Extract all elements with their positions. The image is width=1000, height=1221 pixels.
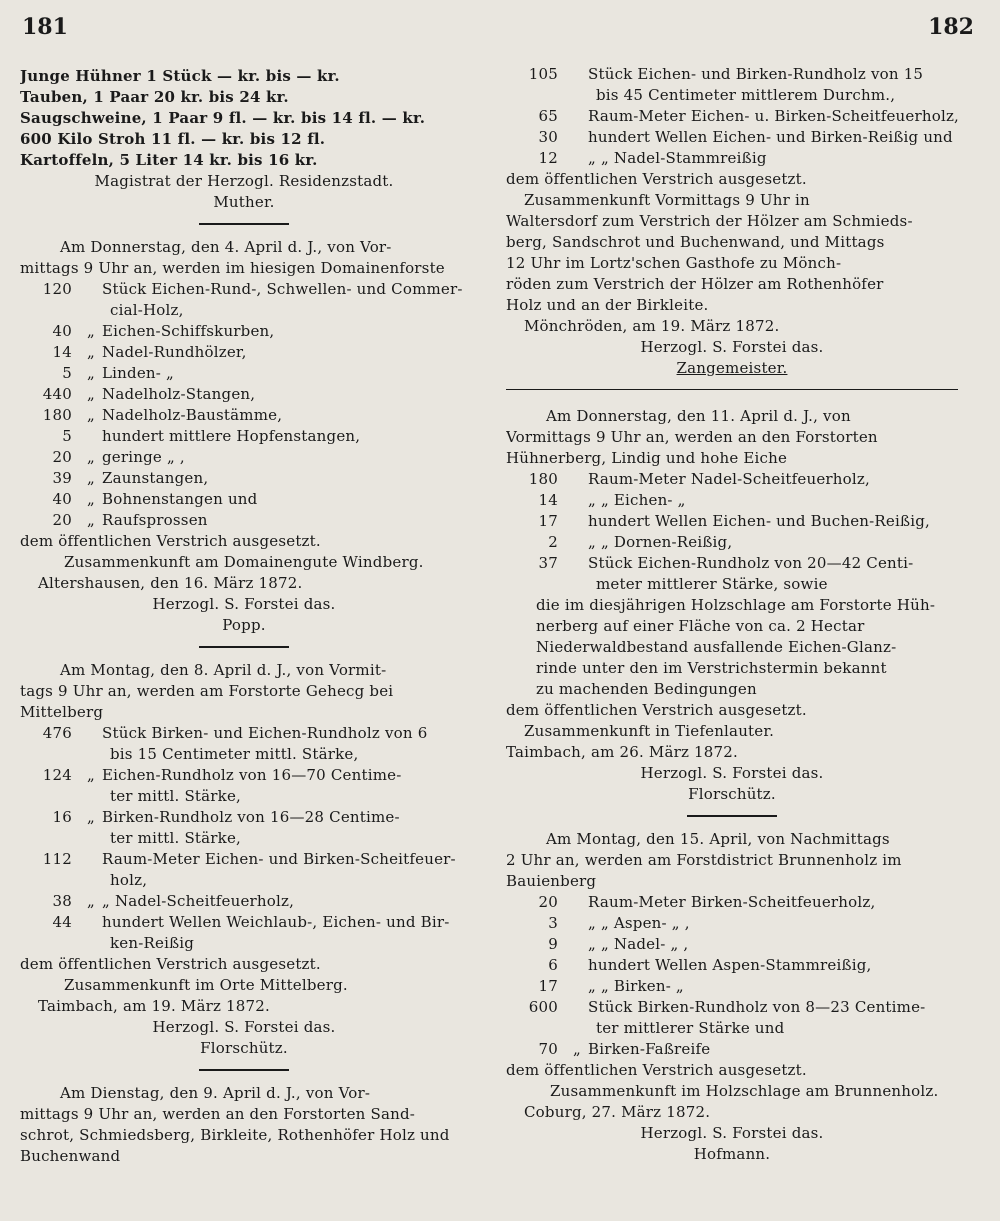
item-text: ken-Reißig	[110, 934, 195, 952]
meeting-line: Zusammenkunft am Domainengute Windberg.	[64, 553, 424, 571]
announcement-5	[506, 829, 958, 1165]
item-quantity: 30	[538, 128, 558, 146]
ditto-mark: „	[87, 892, 95, 910]
item-continuation	[20, 744, 468, 765]
item-text: Nadelholz-Baustämme,	[102, 406, 283, 424]
item-quantity: 17	[538, 512, 558, 530]
item-text: Eichen-Schiffskurben,	[102, 322, 275, 340]
item-quantity	[506, 574, 566, 595]
market-prices	[20, 66, 468, 213]
item-text: Raufsprossen	[102, 511, 208, 529]
item-row	[506, 511, 958, 532]
item-text: „ „ Aspen- „ ,	[588, 914, 690, 932]
item-quantity: 9	[548, 935, 558, 953]
item-quantity	[20, 870, 80, 891]
item-quantity: 44	[52, 913, 72, 931]
market-line: Tauben, 1 Paar 20 kr. bis 24 kr.	[20, 88, 289, 106]
item-row	[20, 342, 468, 363]
item-text: hundert Wellen Eichen- und Buchen-Reißig,	[588, 512, 930, 530]
ditto-mark	[566, 511, 588, 532]
place-date: Mönchröden, am 19. März 1872.	[524, 317, 780, 335]
page-number-right: 182	[928, 14, 974, 40]
item-quantity: 40	[52, 322, 72, 340]
ditto-mark	[566, 574, 588, 595]
item-text: Birken-Faßreife	[588, 1040, 711, 1058]
item-row	[20, 426, 468, 447]
item-quantity: 37	[538, 554, 558, 572]
ditto-mark	[80, 933, 102, 954]
item-text: Nadel-Rundhölzer,	[102, 343, 247, 361]
item-quantity	[20, 933, 80, 954]
extra-line: zu machenden Bedingungen	[536, 680, 757, 698]
item-quantity	[20, 744, 80, 765]
item-continuation	[506, 574, 958, 595]
item-row	[506, 106, 958, 127]
ditto-mark	[566, 976, 588, 997]
item-row	[20, 510, 468, 531]
item-row	[506, 532, 958, 553]
item-text: Zaunstangen,	[102, 469, 209, 487]
ditto-mark	[566, 85, 588, 106]
item-row	[506, 127, 958, 148]
item-text: meter mittlerer Stärke, sowie	[596, 575, 828, 593]
section-divider	[199, 1069, 289, 1071]
item-row	[506, 934, 958, 955]
right-column	[506, 64, 958, 1165]
item-row	[20, 279, 468, 300]
item-text: Raum-Meter Eichen- und Birken-Scheitfeuer-	[102, 850, 456, 868]
office-signature: Herzogl. S. Forstei das.	[640, 338, 824, 356]
item-text: geringe „ ,	[102, 448, 185, 466]
item-quantity: 476	[42, 724, 72, 742]
item-quantity: 440	[42, 385, 72, 403]
ditto-mark: „	[87, 766, 95, 784]
outro-line: dem öffentlichen Verstrich ausgesetzt.	[506, 1061, 807, 1079]
item-text: Raum-Meter Nadel-Scheitfeuerholz,	[588, 470, 870, 488]
item-quantity: 3	[548, 914, 558, 932]
item-text: Birken-Rundholz von 16—28 Centime-	[102, 808, 400, 826]
section-divider	[199, 646, 289, 648]
item-continuation	[20, 300, 468, 321]
meeting-line: Zusammenkunft Vormittags 9 Uhr in	[524, 191, 810, 209]
item-text: hundert Wellen Eichen- und Birken-Reißig und	[588, 128, 953, 146]
ditto-mark	[566, 490, 588, 511]
intro-line: Am Dienstag, den 9. April d. J., von Vor-	[60, 1084, 371, 1102]
item-text: „ Nadel-Scheitfeuerholz,	[102, 892, 295, 910]
item-quantity	[20, 828, 80, 849]
ditto-mark: „	[573, 1040, 581, 1058]
outro-line: dem öffentlichen Verstrich ausgesetzt.	[20, 955, 321, 973]
meeting-line: Zusammenkunft in Tiefenlauter.	[524, 722, 775, 740]
item-quantity: 120	[42, 280, 72, 298]
office-signature: Herzogl. S. Forstei das.	[640, 1124, 824, 1142]
intro-line: Mittelberg	[20, 703, 104, 721]
official-name: Florschütz.	[688, 785, 776, 803]
item-text: Raum-Meter Eichen- u. Birken-Scheitfeuerholz,	[588, 107, 960, 125]
item-text: Stück Birken-Rundholz von 8—23 Centime-	[588, 998, 926, 1016]
meeting-line: Zusammenkunft im Orte Mittelberg.	[64, 976, 348, 994]
item-quantity: 112	[42, 850, 72, 868]
item-quantity: 65	[538, 107, 558, 125]
item-continuation	[20, 933, 468, 954]
place-date: Taimbach, am 26. März 1872.	[506, 743, 738, 761]
ditto-mark: „	[87, 808, 95, 826]
item-continuation	[20, 786, 468, 807]
item-row	[20, 723, 468, 744]
place-date: Altershausen, den 16. März 1872.	[38, 574, 303, 592]
meeting-line: Zusammenkunft im Holzschlage am Brunnenholz.	[550, 1082, 939, 1100]
item-quantity: 39	[52, 469, 72, 487]
item-text: Eichen-Rundholz von 16—70 Centime-	[102, 766, 402, 784]
announcement-1	[20, 237, 468, 636]
item-row	[506, 148, 958, 169]
item-quantity: 16	[52, 808, 72, 826]
item-quantity	[506, 85, 566, 106]
item-quantity: 70	[538, 1040, 558, 1058]
item-quantity: 14	[52, 343, 72, 361]
ditto-mark	[566, 1018, 588, 1039]
place-date: Taimbach, am 19. März 1872.	[38, 997, 270, 1015]
ditto-mark	[566, 532, 588, 553]
item-row	[506, 913, 958, 934]
item-quantity: 20	[52, 448, 72, 466]
outro-line: dem öffentlichen Verstrich ausgesetzt.	[506, 701, 807, 719]
announcement-3-start	[20, 1083, 468, 1167]
ditto-mark	[566, 106, 588, 127]
item-quantity	[20, 300, 80, 321]
item-text: Bohnenstangen und	[102, 490, 258, 508]
item-text: ter mittlerer Stärke und	[596, 1019, 785, 1037]
intro-line: Am Montag, den 15. April, von Nachmittags	[546, 830, 890, 848]
ditto-mark	[566, 997, 588, 1018]
ditto-mark	[566, 469, 588, 490]
item-row	[20, 489, 468, 510]
ditto-mark	[80, 300, 102, 321]
ditto-mark	[80, 870, 102, 891]
ditto-mark	[80, 912, 102, 933]
official-name: Florschütz.	[200, 1039, 288, 1057]
ditto-mark	[566, 955, 588, 976]
item-quantity: 2	[548, 533, 558, 551]
item-quantity	[20, 786, 80, 807]
ditto-mark	[80, 849, 102, 870]
item-row	[506, 490, 958, 511]
item-text: Stück Eichen-Rundholz von 20—42 Centi-	[588, 554, 914, 572]
item-quantity: 105	[528, 65, 558, 83]
office-signature: Herzogl. S. Forstei das.	[640, 764, 824, 782]
item-quantity: 180	[528, 470, 558, 488]
ditto-mark	[80, 828, 102, 849]
announcement-2	[20, 660, 468, 1059]
item-continuation	[506, 1018, 958, 1039]
market-line: 600 Kilo Stroh 11 fl. — kr. bis 12 fl.	[20, 130, 326, 148]
item-text: cial-Holz,	[110, 301, 184, 319]
item-row	[20, 912, 468, 933]
item-quantity: 180	[42, 406, 72, 424]
item-row	[20, 468, 468, 489]
ditto-mark: „	[87, 511, 95, 529]
item-row	[506, 1039, 958, 1060]
item-list	[20, 279, 468, 531]
ditto-mark: „	[87, 385, 95, 403]
item-row	[20, 891, 468, 912]
item-text: „ „ Eichen- „	[588, 491, 686, 509]
section-divider	[687, 815, 777, 817]
item-text: Stück Eichen- und Birken-Rundholz von 15	[588, 65, 924, 83]
item-list	[20, 723, 468, 954]
item-row	[20, 807, 468, 828]
item-row	[20, 765, 468, 786]
item-row	[20, 447, 468, 468]
meeting-line: berg, Sandschrot und Buchenwand, und Mittags	[506, 233, 885, 251]
item-quantity: 17	[538, 977, 558, 995]
item-text: „ „ Nadel- „ ,	[588, 935, 689, 953]
meeting-line: röden zum Verstrich der Hölzer am Rothenhöfer	[506, 275, 884, 293]
ditto-mark	[80, 744, 102, 765]
ditto-mark: „	[87, 469, 95, 487]
item-text: hundert mittlere Hopfenstangen,	[102, 427, 361, 445]
item-row	[506, 553, 958, 574]
announcement-3-continued	[506, 64, 958, 379]
market-line: Junge Hühner 1 Stück — kr. bis — kr.	[20, 67, 340, 85]
intro-line: Bauienberg	[506, 872, 597, 890]
item-text: Stück Eichen-Rund-, Schwellen- und Commer-	[102, 280, 463, 298]
item-quantity: 20	[52, 511, 72, 529]
market-signature-name: Muther.	[213, 193, 275, 211]
ditto-mark	[566, 913, 588, 934]
item-row	[20, 363, 468, 384]
extra-line: Niederwaldbestand ausfallende Eichen-Glanz-	[536, 638, 897, 656]
item-text: Nadelholz-Stangen,	[102, 385, 256, 403]
intro-line: Am Donnerstag, den 11. April d. J., von	[546, 407, 851, 425]
section-divider	[199, 223, 289, 225]
item-quantity: 38	[52, 892, 72, 910]
intro-line: tags 9 Uhr an, werden am Forstorte Gehecg bei	[20, 682, 394, 700]
item-quantity: 12	[538, 149, 558, 167]
meeting-line: Waltersdorf zum Verstrich der Hölzer am Schmieds-	[506, 212, 913, 230]
item-quantity: 40	[52, 490, 72, 508]
item-text: holz,	[110, 871, 148, 889]
item-row	[506, 997, 958, 1018]
ditto-mark	[80, 426, 102, 447]
item-quantity: 5	[62, 364, 72, 382]
item-text: Raum-Meter Birken-Scheitfeuerholz,	[588, 893, 876, 911]
official-name: Popp.	[222, 616, 266, 634]
place-date: Coburg, 27. März 1872.	[524, 1103, 711, 1121]
market-line: Saugschweine, 1 Paar 9 fl. — kr. bis 14 fl. — kr.	[20, 109, 426, 127]
intro-line: 2 Uhr an, werden am Forstdistrict Brunnenholz im	[506, 851, 902, 869]
item-text: Stück Birken- und Eichen-Rundholz von 6	[102, 724, 428, 742]
office-signature: Herzogl. S. Forstei das.	[152, 1018, 336, 1036]
ditto-mark: „	[87, 343, 95, 361]
ditto-mark	[566, 553, 588, 574]
ditto-mark	[566, 892, 588, 913]
item-text: ter mittl. Stärke,	[110, 787, 242, 805]
item-list	[506, 64, 958, 169]
ditto-mark	[80, 786, 102, 807]
item-row	[20, 384, 468, 405]
item-row	[506, 469, 958, 490]
intro-line: Hühnerberg, Lindig und hohe Eiche	[506, 449, 788, 467]
intro-line: Am Montag, den 8. April d. J., von Vormit-	[60, 661, 387, 679]
item-quantity: 6	[548, 956, 558, 974]
item-quantity: 14	[538, 491, 558, 509]
item-text: „ „ Birken- „	[588, 977, 684, 995]
official-name: Zangemeister.	[676, 359, 788, 377]
item-row	[20, 849, 468, 870]
item-continuation	[20, 870, 468, 891]
item-text: hundert Wellen Weichlaub-, Eichen- und Bir-	[102, 913, 450, 931]
item-row	[506, 64, 958, 85]
ditto-mark: „	[87, 322, 95, 340]
extra-line: die im diesjährigen Holzschlage am Forstorte Hüh-	[536, 596, 936, 614]
ditto-mark	[80, 723, 102, 744]
intro-line: schrot, Schmiedsberg, Birkleite, Rothenhöfer Holz und	[20, 1126, 450, 1144]
intro-line: Vormittags 9 Uhr an, werden an den Forstorten	[506, 428, 878, 446]
item-quantity: 20	[538, 893, 558, 911]
meeting-line: Holz und an der Birkleite.	[506, 296, 709, 314]
page-number-left: 181	[22, 14, 68, 40]
left-column	[20, 66, 468, 1167]
item-list	[506, 892, 958, 1060]
item-text: bis 45 Centimeter mittlerem Durchm.,	[596, 86, 896, 104]
market-signature: Magistrat der Herzogl. Residenzstadt.	[94, 172, 394, 190]
item-continuation	[506, 85, 958, 106]
section-divider	[506, 389, 958, 390]
official-name: Hofmann.	[693, 1145, 771, 1163]
ditto-mark	[566, 934, 588, 955]
ditto-mark: „	[87, 490, 95, 508]
ditto-mark: „	[87, 448, 95, 466]
item-row	[20, 321, 468, 342]
meeting-line: 12 Uhr im Lortz'schen Gasthofe zu Mönch-	[506, 254, 842, 272]
item-quantity	[506, 1018, 566, 1039]
ditto-mark	[566, 148, 588, 169]
ditto-mark: „	[87, 406, 95, 424]
market-line: Kartoffeln, 5 Liter 14 kr. bis 16 kr.	[20, 151, 318, 169]
announcement-4	[506, 406, 958, 805]
item-row	[506, 976, 958, 997]
item-text: „ „ Nadel-Stammreißig	[588, 149, 767, 167]
item-row	[506, 892, 958, 913]
outro-line: dem öffentlichen Verstrich ausgesetzt.	[506, 170, 807, 188]
item-text: hundert Wellen Aspen-Stammreißig,	[588, 956, 872, 974]
item-row	[20, 405, 468, 426]
item-quantity: 600	[528, 998, 558, 1016]
extra-line: nerberg auf einer Fläche von ca. 2 Hectar	[536, 617, 865, 635]
item-text: „ „ Dornen-Reißig,	[588, 533, 733, 551]
intro-line: Am Donnerstag, den 4. April d. J., von Vor-	[60, 238, 392, 256]
item-continuation	[20, 828, 468, 849]
extra-line: rinde unter den im Verstrichstermin bekannt	[536, 659, 887, 677]
intro-line: mittags 9 Uhr an, werden an den Forstorten Sand-	[20, 1105, 416, 1123]
ditto-mark	[80, 279, 102, 300]
ditto-mark	[566, 64, 588, 85]
item-quantity: 124	[42, 766, 72, 784]
ditto-mark	[566, 127, 588, 148]
item-quantity: 5	[62, 427, 72, 445]
item-text: bis 15 Centimeter mittl. Stärke,	[110, 745, 359, 763]
outro-line: dem öffentlichen Verstrich ausgesetzt.	[20, 532, 321, 550]
intro-line: mittags 9 Uhr an, werden im hiesigen Domainenforste	[20, 259, 445, 277]
item-row	[506, 955, 958, 976]
office-signature: Herzogl. S. Forstei das.	[152, 595, 336, 613]
intro-line: Buchenwand	[20, 1147, 121, 1165]
item-list	[506, 469, 958, 595]
item-text: ter mittl. Stärke,	[110, 829, 242, 847]
item-text: Linden- „	[102, 364, 174, 382]
ditto-mark: „	[87, 364, 95, 382]
